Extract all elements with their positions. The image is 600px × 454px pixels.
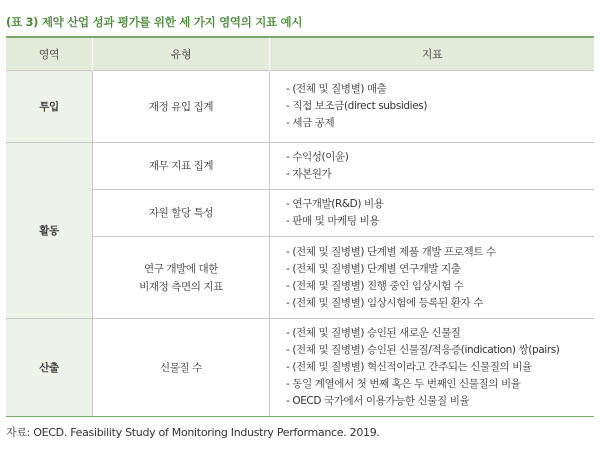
indicator-item: - (전체 및 질병별) 승인된 새로운 신물질 (286, 327, 461, 339)
indicator-item: - 동일 계열에서 첫 번째 혹은 두 번째인 신물질의 비율 (286, 378, 521, 390)
indicator-item: - 자본원가 (286, 168, 332, 180)
activity-row-2 (6, 190, 594, 237)
input-row (6, 71, 594, 143)
header-row (6, 38, 594, 71)
indicator-table (6, 38, 594, 417)
indicator-item: - (전체 및 질병별) 임상시험에 등록된 환자 수 (286, 296, 483, 309)
output-row (6, 319, 594, 417)
indicator-item: - (전체 및 질병별) 매출 (286, 83, 387, 95)
indicator-item: - (전체 및 질병별) 단계별 연구개발 지출 (286, 262, 461, 275)
activity-row-1 (6, 143, 594, 190)
type-financial-indicator: 재무 지표 집계 (93, 143, 270, 190)
indicator-item: - 직접 보조금(direct subsidies) (286, 100, 428, 112)
type-line: 연구 개발에 대한 (143, 262, 219, 275)
indicator-item: - 판매 및 마케팅 비용 (286, 215, 380, 227)
indicator-item: - OECD 국가에서 이용가능한 신물질 비율 (286, 395, 470, 407)
indicator-item: - (전체 및 질병별) 단계별 제품 개발 프로젝트 수 (286, 245, 496, 258)
header-indicator: 지표 (270, 38, 595, 71)
indicator-item: - (전체 및 질병별) 혁신적이라고 간주되는 신물질의 비율 (286, 361, 532, 373)
type-resource-allocation: 자원 할당 특성 (93, 190, 270, 237)
indicator-item: - (전체 및 질병별) 승인된 신물질/적응증(indication) 쌍(pairs) (286, 344, 560, 356)
activity-row-3 (6, 237, 594, 319)
indicators-activity-1 (270, 143, 595, 190)
indicator-item: - 연구개발(R&D) 비용 (286, 198, 384, 210)
indicator-item: - 수익성(이윤) (286, 151, 349, 163)
indicator-item: - 세금 공제 (286, 117, 335, 129)
indicators-input (270, 71, 595, 143)
type-line: 비재정 측면의 지표 (139, 280, 223, 293)
indicators-output (270, 319, 595, 417)
table-caption: (표 3) 제약 산업 성과 평가를 위한 세 가지 영역의 지표 예시 (6, 15, 303, 29)
type-financial-inflow: 재정 유입 집계 (93, 71, 270, 143)
indicators-activity-2 (270, 190, 595, 237)
header-type: 유형 (93, 38, 270, 71)
header-area: 영역 (6, 38, 93, 71)
type-non-financial-rd (93, 237, 270, 319)
indicators-activity-3 (270, 237, 595, 319)
indicator-item: - (전체 및 질병별) 진행 중인 임상시험 수 (286, 279, 464, 292)
source-note: 자료: OECD. Feasibility Study of Monitoring Industry Performance. 2019. (6, 426, 380, 439)
area-activity: 활동 (6, 143, 93, 319)
area-output: 산출 (6, 319, 93, 417)
type-new-substances: 신물질 수 (93, 319, 270, 417)
area-input: 투입 (6, 71, 93, 143)
